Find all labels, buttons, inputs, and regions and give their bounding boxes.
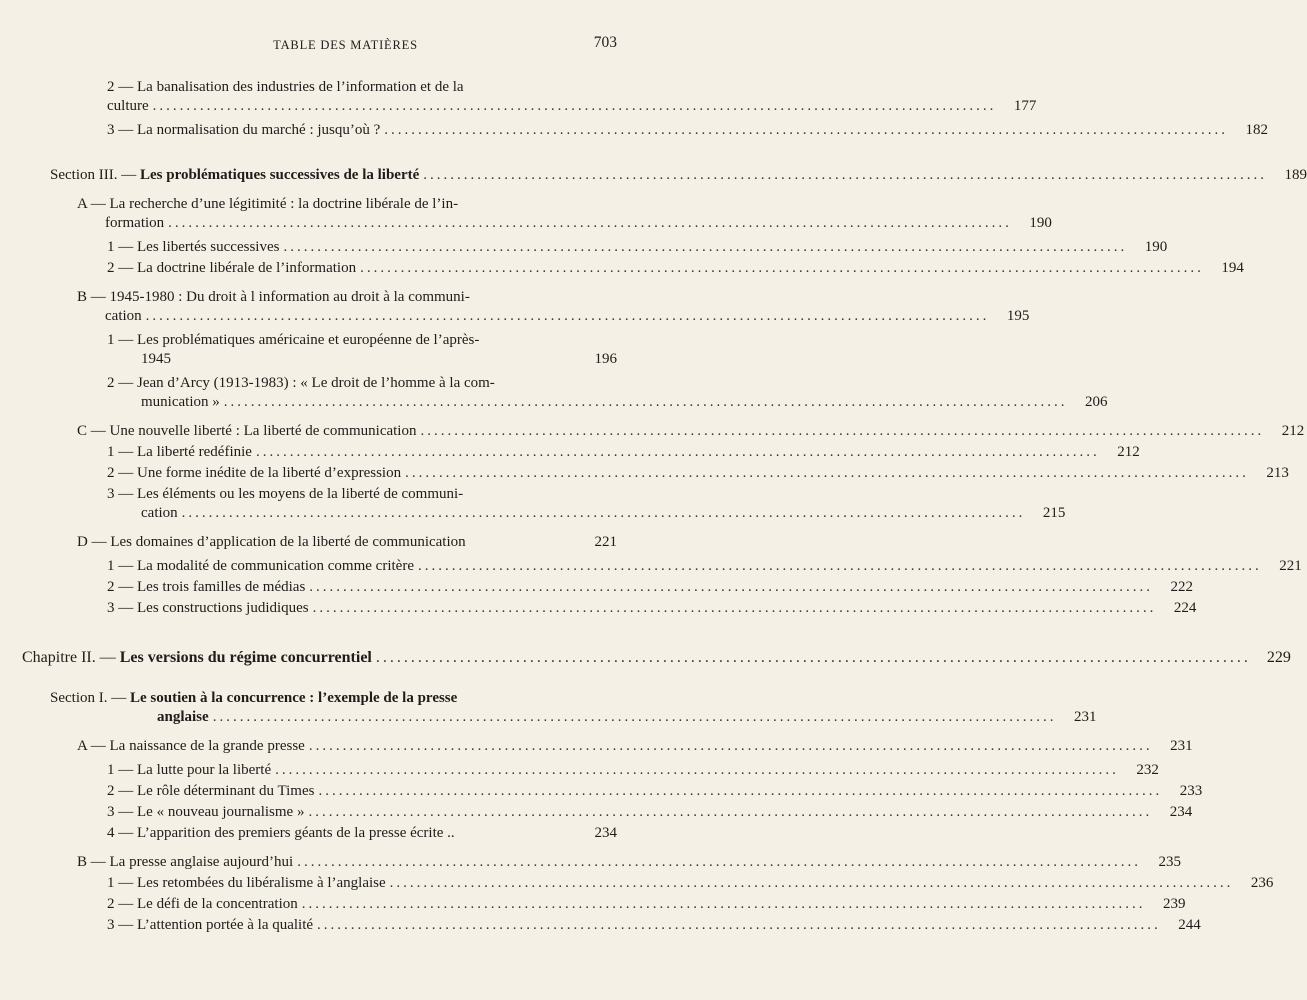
toc-entry (0, 464, 1289, 483)
toc-entry-text-cont: cation (105, 308, 142, 324)
toc-page-number: 244 (1178, 917, 1201, 933)
toc-page-number: 196 (594, 351, 617, 367)
toc-entry-text: A — La naissance de la grande presse (77, 738, 305, 754)
toc-chapter-entry (0, 648, 1291, 667)
section-label: Section III. — (50, 167, 140, 183)
leader-dots: ............................................................................................................................. (212, 709, 1057, 725)
toc-entry (0, 485, 1066, 523)
leader-dots: ............................................................................................................................. (283, 239, 1128, 255)
toc-page-number: 235 (1158, 854, 1181, 870)
toc-entry-text-cont: 1945 (141, 351, 171, 367)
leader-dots: ............................................................................................................................. (375, 649, 1251, 666)
page-number: 703 (593, 34, 617, 51)
leader-dots: ............................................................................................................................. (145, 308, 990, 324)
toc-entry (0, 259, 1244, 278)
toc-entry (0, 599, 1197, 618)
toc-entry-text: 3 — L’attention portée à la qualité (107, 917, 314, 933)
toc-entry-text: 3 — Les constructions judidiques (107, 600, 309, 616)
toc-entry (0, 895, 1186, 914)
leader-dots: ............................................................................................................................. (297, 854, 1141, 870)
leader-dots: ............................................................................................................................. (417, 558, 1262, 574)
leader-dots: ............................................................................................................................. (255, 444, 1100, 460)
toc-entry (0, 853, 1181, 872)
section-title: Les problématiques successives de la liberté (139, 167, 420, 183)
toc-entry-text: 1 — Les libertés successives (107, 239, 280, 255)
chapter-title: Les versions du régime concurrentiel (119, 649, 372, 666)
leader-dots: ............................................................................................................................. (223, 394, 1068, 410)
toc-page-number: 229 (1266, 649, 1291, 666)
toc-entry (0, 533, 617, 552)
toc-entry (0, 803, 1193, 822)
toc-entry-text: B — La presse anglaise aujourd’hui (77, 854, 294, 870)
running-header-title: TABLE DES MATIÈRES (273, 38, 418, 52)
toc-entry-text: 1 — Les problématiques américaine et européenne de l’après- (107, 332, 480, 348)
section-label: Section I. — (50, 690, 130, 706)
leader-dots: ............................................................................................................................. (360, 260, 1204, 276)
toc-entry (0, 782, 1203, 801)
toc-entry-text-cont: culture (107, 98, 149, 114)
toc-page-number: 177 (1013, 98, 1037, 114)
toc-entry (0, 916, 1201, 935)
toc-page-number: 212 (1281, 423, 1305, 439)
toc-entry-text: B — 1945-1980 : Du droit à l information au droit à la communi- (77, 289, 470, 305)
toc-page-number: 231 (1170, 738, 1193, 754)
leader-dots: ............................................................................................................................. (312, 600, 1157, 616)
toc-entry (0, 824, 617, 843)
toc-page-number: 213 (1266, 465, 1289, 481)
toc-entry-text: 4 — L’apparition des premiers géants de la presse écrite .. (107, 825, 455, 841)
toc-entry (0, 121, 1269, 140)
toc-page-number: 234 (1169, 804, 1193, 820)
leader-dots: ............................................................................................................................. (301, 896, 1146, 912)
table-of-contents (0, 78, 1307, 935)
toc-page-number: 224 (1173, 600, 1197, 616)
toc-page-number: 189 (1284, 167, 1307, 183)
toc-entry (0, 761, 1159, 780)
toc-entry (0, 238, 1168, 257)
toc-entry (0, 331, 617, 369)
toc-page-number: 190 (1144, 239, 1168, 255)
toc-entry (0, 422, 1305, 441)
leader-dots: ............................................................................................................................. (317, 917, 1161, 933)
leader-dots: ............................................................................................................................. (168, 215, 1012, 231)
toc-entry (0, 737, 1193, 756)
toc-page-number: 212 (1117, 444, 1140, 460)
leader-dots: ............................................................................................................................. (420, 423, 1265, 439)
toc-entry-text: 2 — Le rôle déterminant du Times (107, 783, 315, 799)
toc-entry-text: C — Une nouvelle liberté : La liberté de communication (77, 423, 417, 439)
toc-entry-text: 2 — Les trois familles de médias (107, 579, 306, 595)
toc-entry (0, 374, 1108, 412)
section-title: Le soutien à la concurrence : l’exemple de la presse (130, 690, 458, 706)
toc-page-number: 231 (1073, 709, 1097, 725)
toc-entry (0, 195, 1052, 233)
toc-page-number: 233 (1179, 783, 1203, 799)
toc-entry (0, 443, 1140, 462)
toc-entry-text: 1 — La lutte pour la liberté (107, 762, 272, 778)
toc-entry-text: 2 — La doctrine libérale de l’information (107, 260, 357, 276)
toc-entry (0, 288, 1030, 326)
leader-dots: ............................................................................................................................. (308, 738, 1153, 754)
toc-entry-text: A — La recherche d’une légitimité : la doctrine libérale de l’in- (77, 196, 459, 212)
leader-dots: ............................................................................................................................. (309, 579, 1154, 595)
toc-entry (0, 578, 1194, 597)
leader-dots: ............................................................................................................................. (275, 762, 1119, 778)
toc-page-number: 221 (594, 534, 617, 550)
leader-dots: ............................................................................................................................. (423, 167, 1268, 183)
toc-entry-text-cont: munication » (141, 394, 220, 410)
toc-entry-text: D — Les domaines d’application de la liberté de communication (77, 534, 466, 550)
toc-entry-text: 2 — Jean d’Arcy (1913-1983) : « Le droit de l’homme à la com- (107, 375, 495, 391)
toc-section-entry (0, 166, 1307, 185)
toc-entry-text: 2 — Le défi de la concentration (107, 896, 298, 912)
leader-dots: ............................................................................................................................. (389, 875, 1234, 891)
toc-entry-text: 1 — Les retombées du libéralisme à l’anglaise (107, 875, 386, 891)
toc-page-number: 195 (1006, 308, 1030, 324)
toc-entry-text: 3 — Le « nouveau journalisme » (107, 804, 305, 820)
toc-page-number: 194 (1221, 260, 1244, 276)
leader-dots: ............................................................................................................................. (152, 98, 997, 114)
toc-section-entry (0, 689, 1097, 727)
toc-entry-text: 2 — La banalisation des industries de l’information et de la (107, 79, 464, 95)
leader-dots: ............................................................................................................................. (308, 804, 1153, 820)
toc-page-number: 236 (1250, 875, 1274, 891)
leader-dots: ............................................................................................................................. (181, 505, 1026, 521)
toc-entry (0, 874, 1274, 893)
toc-page-number: 221 (1279, 558, 1302, 574)
toc-page-number: 206 (1085, 394, 1108, 410)
leader-dots: ............................................................................................................................. (318, 783, 1163, 799)
toc-page-number: 234 (594, 825, 617, 841)
leader-dots: ............................................................................................................................. (384, 122, 1229, 138)
toc-page-number: 215 (1042, 505, 1066, 521)
toc-page-number: 190 (1029, 215, 1052, 231)
toc-page-number: 239 (1163, 896, 1186, 912)
toc-entry-text: 2 — Une forme inédite de la liberté d’expression (107, 465, 402, 481)
toc-page-number: 232 (1136, 762, 1159, 778)
toc-entry (0, 557, 1302, 576)
toc-page-number: 222 (1170, 579, 1194, 595)
toc-entry-text: 1 — La modalité de communication comme critère (107, 558, 414, 574)
toc-entry-text: 3 — Les éléments ou les moyens de la liberté de communi- (107, 486, 464, 502)
section-title-cont: anglaise (157, 709, 209, 725)
toc-page-number: 182 (1245, 122, 1269, 138)
toc-entry-text: 3 — La normalisation du marché : jusqu’où ? (107, 122, 381, 138)
toc-entry-text-cont: formation (105, 215, 165, 231)
leader-dots: ............................................................................................................................. (405, 465, 1249, 481)
toc-entry (0, 78, 1037, 116)
toc-entry-text-cont: cation (141, 505, 178, 521)
toc-entry-text: 1 — La liberté redéfinie (107, 444, 252, 460)
chapter-label: Chapitre II. — (22, 649, 120, 666)
